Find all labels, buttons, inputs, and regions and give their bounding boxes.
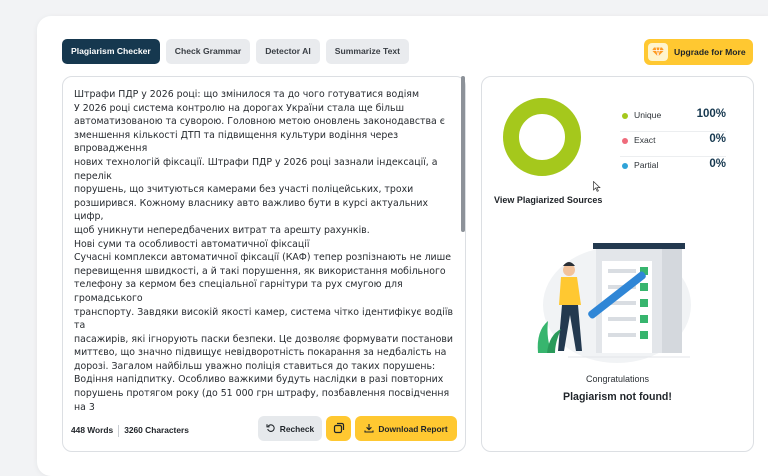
text-line: транспорту. Завдяки високій якості камер, система чітко ідентифікує водіїв та xyxy=(74,306,453,332)
diamond-icon xyxy=(648,43,668,61)
exact-dot-icon xyxy=(622,138,628,144)
text-line: Штрафи ПДР у 2026 році: що змінилося та до чого готуватися водіям xyxy=(74,89,420,100)
recheck-button[interactable] xyxy=(258,416,322,441)
refresh-icon xyxy=(266,423,276,435)
partial-dot-icon xyxy=(622,163,628,169)
congratulations-text: Congratulations xyxy=(585,374,650,384)
legend-value-partial: 0% xyxy=(709,158,726,170)
text-line: автоматизованою та суворою. Головною метою оновлень законодавства є xyxy=(74,116,445,128)
character-count: 3260 Characters xyxy=(124,425,189,435)
text-line: порушень протягом року (до 51 000 грн штрафу, позбавлення посвідчення на 3 xyxy=(74,388,450,411)
tab-detector-ai[interactable]: Detector AI xyxy=(256,39,320,64)
recheck-label: Recheck xyxy=(279,423,315,434)
stats-divider xyxy=(118,425,119,437)
legend-row-exact xyxy=(620,132,726,157)
upgrade-button[interactable] xyxy=(644,39,753,65)
text-line: миттєво, що значно підвищує невідворотність покарання за недбалість на xyxy=(74,347,447,359)
legend-row-partial xyxy=(620,157,726,182)
editor-scrollbar[interactable] xyxy=(461,76,465,232)
legend-value-unique: 100% xyxy=(696,108,726,120)
tab-check-grammar[interactable]: Check Grammar xyxy=(166,39,250,64)
copy-button[interactable] xyxy=(326,416,351,441)
text-line: Водіння напідпитку. Особливо важкими будуть наслідки в разі повторних xyxy=(74,374,444,386)
text-line: порушень, що зчитуються камерами без участі поліцейських, трохи xyxy=(74,184,414,196)
donut-unique-arc xyxy=(511,106,573,168)
word-count: 448 Words xyxy=(71,425,114,435)
text-stats xyxy=(71,425,189,437)
view-plagiarized-sources-link[interactable]: View Plagiarized Sources xyxy=(494,195,603,205)
text-line: нових технологій фіксації. Штрафи ПДР у 2026 році зазнали індексації, а перелік xyxy=(74,156,438,182)
legend-label-exact: Exact xyxy=(634,135,656,145)
text-line: щоб уникнути непередбачених витрат та арешту рахунків. xyxy=(74,224,370,236)
tool-tabs xyxy=(62,39,409,64)
editor-footer xyxy=(63,415,465,451)
plagiarism-result-message: Plagiarism not found! xyxy=(563,391,672,403)
plagiarism-donut-chart xyxy=(502,97,582,177)
legend-label-unique: Unique xyxy=(634,110,662,120)
copy-icon xyxy=(333,422,345,436)
text-line: пасажирів, які ігнорують паски безпеки. Це дозволяє формувати постанови xyxy=(74,333,453,345)
text-line: телефону за кермом без спеціальної гарнітури та рух смугою для громадського xyxy=(74,279,403,304)
legend-value-exact: 0% xyxy=(709,133,726,145)
results-panel xyxy=(481,76,754,452)
tab-plagiarism-checker[interactable]: Plagiarism Checker xyxy=(62,39,160,64)
text-line: Сучасні комплекси автоматичної фіксації (КАФ) тепер розпізнають не лише xyxy=(74,252,452,264)
unique-dot-icon xyxy=(622,113,628,119)
text-line: Нові суми та особливості автоматичної фіксації xyxy=(74,238,310,250)
essay-text[interactable] xyxy=(74,88,458,411)
text-line: розширився. Кожному власнику авто важливо бути в курсі актуальних цифр, xyxy=(74,197,429,223)
tab-summarize-text[interactable]: Summarize Text xyxy=(326,39,409,64)
text-line: У 2026 році система контролю на дорогах України стала ще більш xyxy=(74,102,405,114)
text-line: зменшення кількості ДТП та підвищення культури водіння через впровадження xyxy=(74,129,399,155)
mouse-cursor-icon xyxy=(593,181,601,192)
success-illustration xyxy=(522,235,712,365)
upgrade-label: Upgrade for More xyxy=(674,47,746,57)
text-line: перевищення швидкості, а й такі порушення, як використання мобільного xyxy=(74,265,446,277)
legend-row-unique xyxy=(620,107,726,132)
download-report-button[interactable] xyxy=(355,416,457,441)
text-line: дорозі. Загалом найбільш уважно поліція ставиться до таких порушень: xyxy=(74,360,436,372)
legend-label-partial: Partial xyxy=(634,160,659,170)
download-label: Download Report xyxy=(378,423,448,434)
text-editor[interactable] xyxy=(62,76,466,452)
download-icon xyxy=(364,423,374,435)
result-legend xyxy=(620,107,726,182)
